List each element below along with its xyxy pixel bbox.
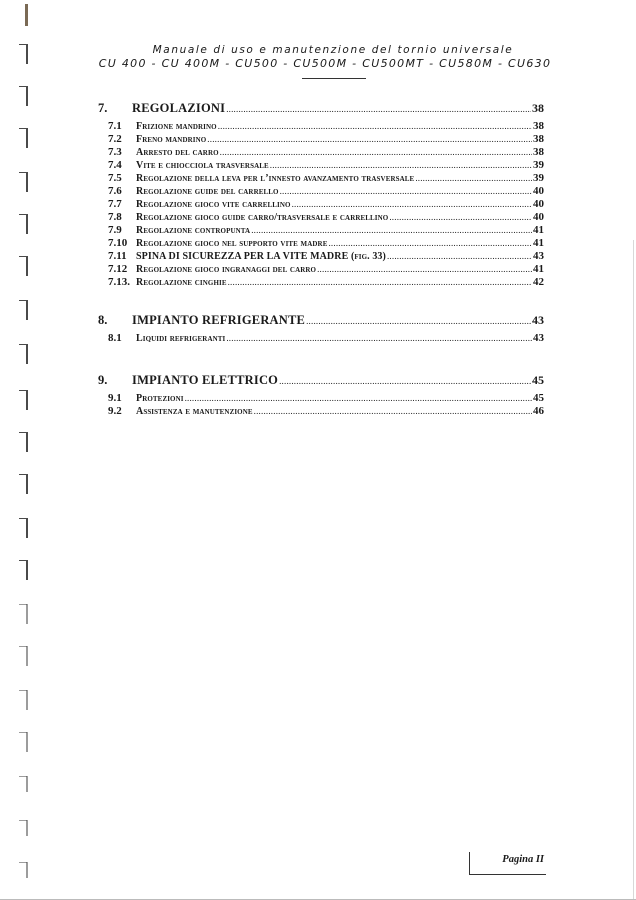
page-footer xyxy=(469,852,546,875)
item-page: 38 xyxy=(533,133,544,145)
item-page: 39 xyxy=(533,172,544,184)
item-title: Regolazione cinghie xyxy=(136,277,227,288)
toc-chapter-7[interactable] xyxy=(96,101,544,116)
toc-item-7-4[interactable] xyxy=(96,159,544,172)
dot-leader xyxy=(228,276,532,288)
item-page: 41 xyxy=(533,224,544,236)
chapter-number: 8. xyxy=(98,313,108,327)
item-number: 7.3 xyxy=(108,146,122,158)
toc-item-7-11[interactable] xyxy=(96,250,544,263)
page-number: Pagina II xyxy=(502,854,544,865)
table-of-contents xyxy=(96,101,544,418)
item-page: 39 xyxy=(533,159,544,171)
toc-chapter-9[interactable] xyxy=(96,373,544,388)
dot-leader xyxy=(306,316,531,326)
binding-mark-top xyxy=(25,4,28,26)
toc-item-7-5[interactable] xyxy=(96,172,544,185)
chapter-page: 38 xyxy=(532,101,544,115)
item-number: 7.8 xyxy=(108,211,122,223)
toc-item-9-1[interactable] xyxy=(96,392,544,405)
item-number: 9.1 xyxy=(108,392,122,404)
toc-item-9-2[interactable] xyxy=(96,405,544,418)
chapter-page: 43 xyxy=(532,313,544,327)
item-page: 38 xyxy=(533,146,544,158)
dot-leader xyxy=(207,133,532,145)
toc-item-7-3[interactable] xyxy=(96,146,544,159)
item-number: 7.11 xyxy=(108,250,127,262)
page-edge-right xyxy=(633,240,634,900)
dot-leader xyxy=(279,376,531,386)
item-title: Regolazione contropunta xyxy=(136,225,251,236)
item-page: 38 xyxy=(533,120,544,132)
item-page: 40 xyxy=(533,211,544,223)
item-title: Vite e chiocciola trasversale xyxy=(136,160,269,171)
toc-item-7-9[interactable] xyxy=(96,224,544,237)
item-page: 43 xyxy=(533,332,544,344)
item-title: Regolazione gioco guide carro/trasversale e carrellino xyxy=(136,212,389,223)
item-number: 7.10 xyxy=(108,237,128,249)
dot-leader xyxy=(317,263,532,275)
item-page: 43 xyxy=(533,250,544,262)
chapter-title: REGOLAZIONI xyxy=(132,101,226,115)
item-number: 9.2 xyxy=(108,405,122,417)
item-page: 40 xyxy=(533,198,544,210)
dot-leader xyxy=(270,159,532,171)
toc-chapter-8[interactable] xyxy=(96,313,544,328)
dot-leader xyxy=(389,211,532,223)
dot-leader xyxy=(251,224,532,236)
chapter-number: 9. xyxy=(98,373,108,387)
model-list: CU 400 - CU 400M - CU500 - CU500M - CU500MT - CU580M - CU630 xyxy=(98,57,552,70)
item-number: 7.9 xyxy=(108,224,122,236)
item-title: Regolazione gioco vite carrellino xyxy=(136,199,291,210)
item-number: 7.7 xyxy=(108,198,122,210)
toc-item-7-6[interactable] xyxy=(96,185,544,198)
toc-item-7-1[interactable] xyxy=(96,120,544,133)
chapter-title: IMPIANTO ELETTRICO xyxy=(132,373,279,387)
dot-leader xyxy=(328,237,532,249)
item-title: Regolazione gioco ingranaggi del carro xyxy=(136,264,317,275)
item-title: Frizione mandrino xyxy=(136,121,217,132)
item-title: Regolazione guide del carrello xyxy=(136,186,279,197)
item-title: Assistenza e manutenzione xyxy=(136,406,253,417)
item-title: Regolazione della leva per l’innesto avanzamento trasversale xyxy=(136,173,415,184)
toc-item-7-2[interactable] xyxy=(96,133,544,146)
item-page: 46 xyxy=(533,405,544,417)
toc-item-7-10[interactable] xyxy=(96,237,544,250)
item-title: Liquidi refrigeranti xyxy=(136,333,226,344)
manual-title: Manuale di uso e manutenzione del tornio universale xyxy=(152,44,514,56)
item-number: 7.13. xyxy=(108,276,130,288)
dot-leader xyxy=(226,332,532,344)
item-page: 45 xyxy=(533,392,544,404)
item-page: 42 xyxy=(533,276,544,288)
item-title: Regolazione gioco nel supporto vite madre xyxy=(136,238,328,249)
item-page: 41 xyxy=(533,237,544,249)
item-title: Freno mandrino xyxy=(136,134,207,145)
dot-leader xyxy=(387,250,532,262)
dot-leader xyxy=(292,198,532,210)
chapter-title: IMPIANTO REFRIGERANTE xyxy=(132,313,306,327)
dot-leader xyxy=(220,146,532,158)
dot-leader xyxy=(218,120,532,132)
dot-leader xyxy=(415,172,532,184)
item-number: 7.1 xyxy=(108,120,122,132)
dot-leader xyxy=(226,104,531,114)
toc-item-7-13[interactable] xyxy=(96,276,544,289)
item-number: 7.6 xyxy=(108,185,122,197)
item-number: 7.5 xyxy=(108,172,122,184)
dot-leader xyxy=(185,392,532,404)
chapter-page: 45 xyxy=(532,373,544,387)
toc-item-7-7[interactable] xyxy=(96,198,544,211)
item-number: 7.4 xyxy=(108,159,122,171)
item-title: Arresto del carro xyxy=(136,147,219,158)
item-page: 41 xyxy=(533,263,544,275)
item-number: 7.2 xyxy=(108,133,122,145)
dot-leader xyxy=(254,405,532,417)
toc-item-8-1[interactable] xyxy=(96,332,544,345)
toc-item-7-12[interactable] xyxy=(96,263,544,276)
header-divider xyxy=(302,78,366,79)
document-header xyxy=(0,44,636,71)
toc-item-7-8[interactable] xyxy=(96,211,544,224)
item-title: SPINA DI SICUREZZA PER LA VITE MADRE (fig. 33) xyxy=(136,251,386,262)
item-title: Protezioni xyxy=(136,393,184,404)
item-number: 8.1 xyxy=(108,332,122,344)
dot-leader xyxy=(280,185,532,197)
chapter-number: 7. xyxy=(98,101,108,115)
item-number: 7.12 xyxy=(108,263,128,275)
item-page: 40 xyxy=(533,185,544,197)
